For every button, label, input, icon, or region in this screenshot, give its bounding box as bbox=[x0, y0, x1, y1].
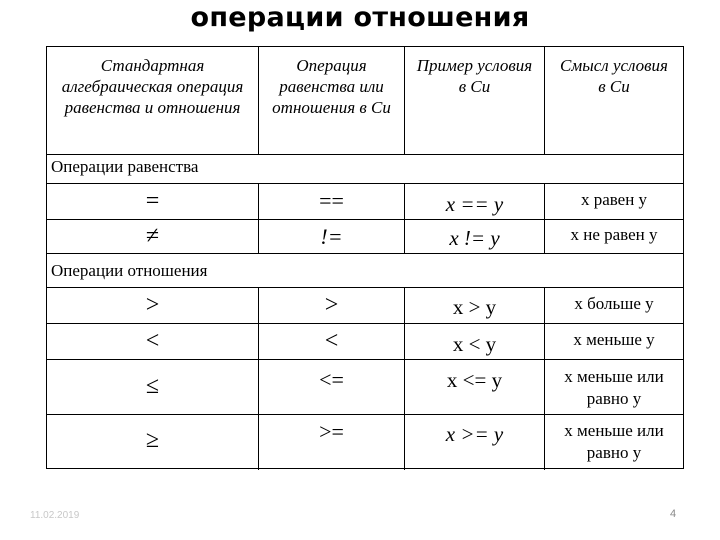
slide-date: 11.02.2019 bbox=[30, 510, 80, 521]
algebra-symbol: = bbox=[145, 187, 160, 214]
c-operator: > bbox=[324, 291, 339, 318]
c-operator: <= bbox=[319, 367, 344, 392]
c-operator: == bbox=[319, 188, 344, 213]
condition-example: x != y bbox=[449, 226, 500, 250]
condition-example: x == y bbox=[445, 191, 504, 216]
header-meaning: Смысл условия в Си bbox=[560, 56, 668, 96]
condition-example: x > y bbox=[452, 294, 497, 319]
condition-example: x < y bbox=[452, 331, 497, 356]
row-divider bbox=[47, 154, 683, 155]
slide-title: операции отношения bbox=[190, 2, 530, 33]
algebra-symbol: ≥ bbox=[145, 426, 160, 453]
section-label-relational: Операции отношения bbox=[51, 261, 208, 280]
header-example: Пример условия в Си bbox=[416, 56, 533, 96]
algebra-symbol: > bbox=[145, 291, 160, 318]
row-divider bbox=[47, 253, 683, 254]
condition-meaning: x меньше или равно y bbox=[564, 367, 664, 408]
condition-meaning: x больше y bbox=[574, 294, 654, 313]
section-label-equality: Операции равенства bbox=[51, 157, 199, 176]
slide-page-number: 4 bbox=[670, 508, 677, 520]
condition-meaning: x не равен y bbox=[570, 224, 658, 244]
algebra-symbol: < bbox=[145, 327, 160, 354]
algebra-symbol: ≠ bbox=[145, 223, 160, 249]
c-operator: < bbox=[324, 327, 339, 354]
comparison-operators-table bbox=[46, 46, 684, 469]
condition-meaning: x меньше y bbox=[573, 330, 655, 349]
condition-example: x >= y bbox=[445, 421, 504, 446]
c-operator: >= bbox=[319, 419, 344, 444]
condition-meaning: x равен y bbox=[580, 190, 648, 209]
c-operator: != bbox=[320, 223, 343, 249]
algebra-symbol: ≤ bbox=[145, 373, 160, 399]
condition-example: x <= y bbox=[446, 367, 503, 392]
condition-meaning: x меньше или равно y bbox=[564, 421, 664, 462]
header-c-operation: Операция равенства или отношения в Си bbox=[272, 56, 391, 117]
header-algebra: Стандартная алгебраическая операция равенства и отношения bbox=[61, 56, 244, 117]
